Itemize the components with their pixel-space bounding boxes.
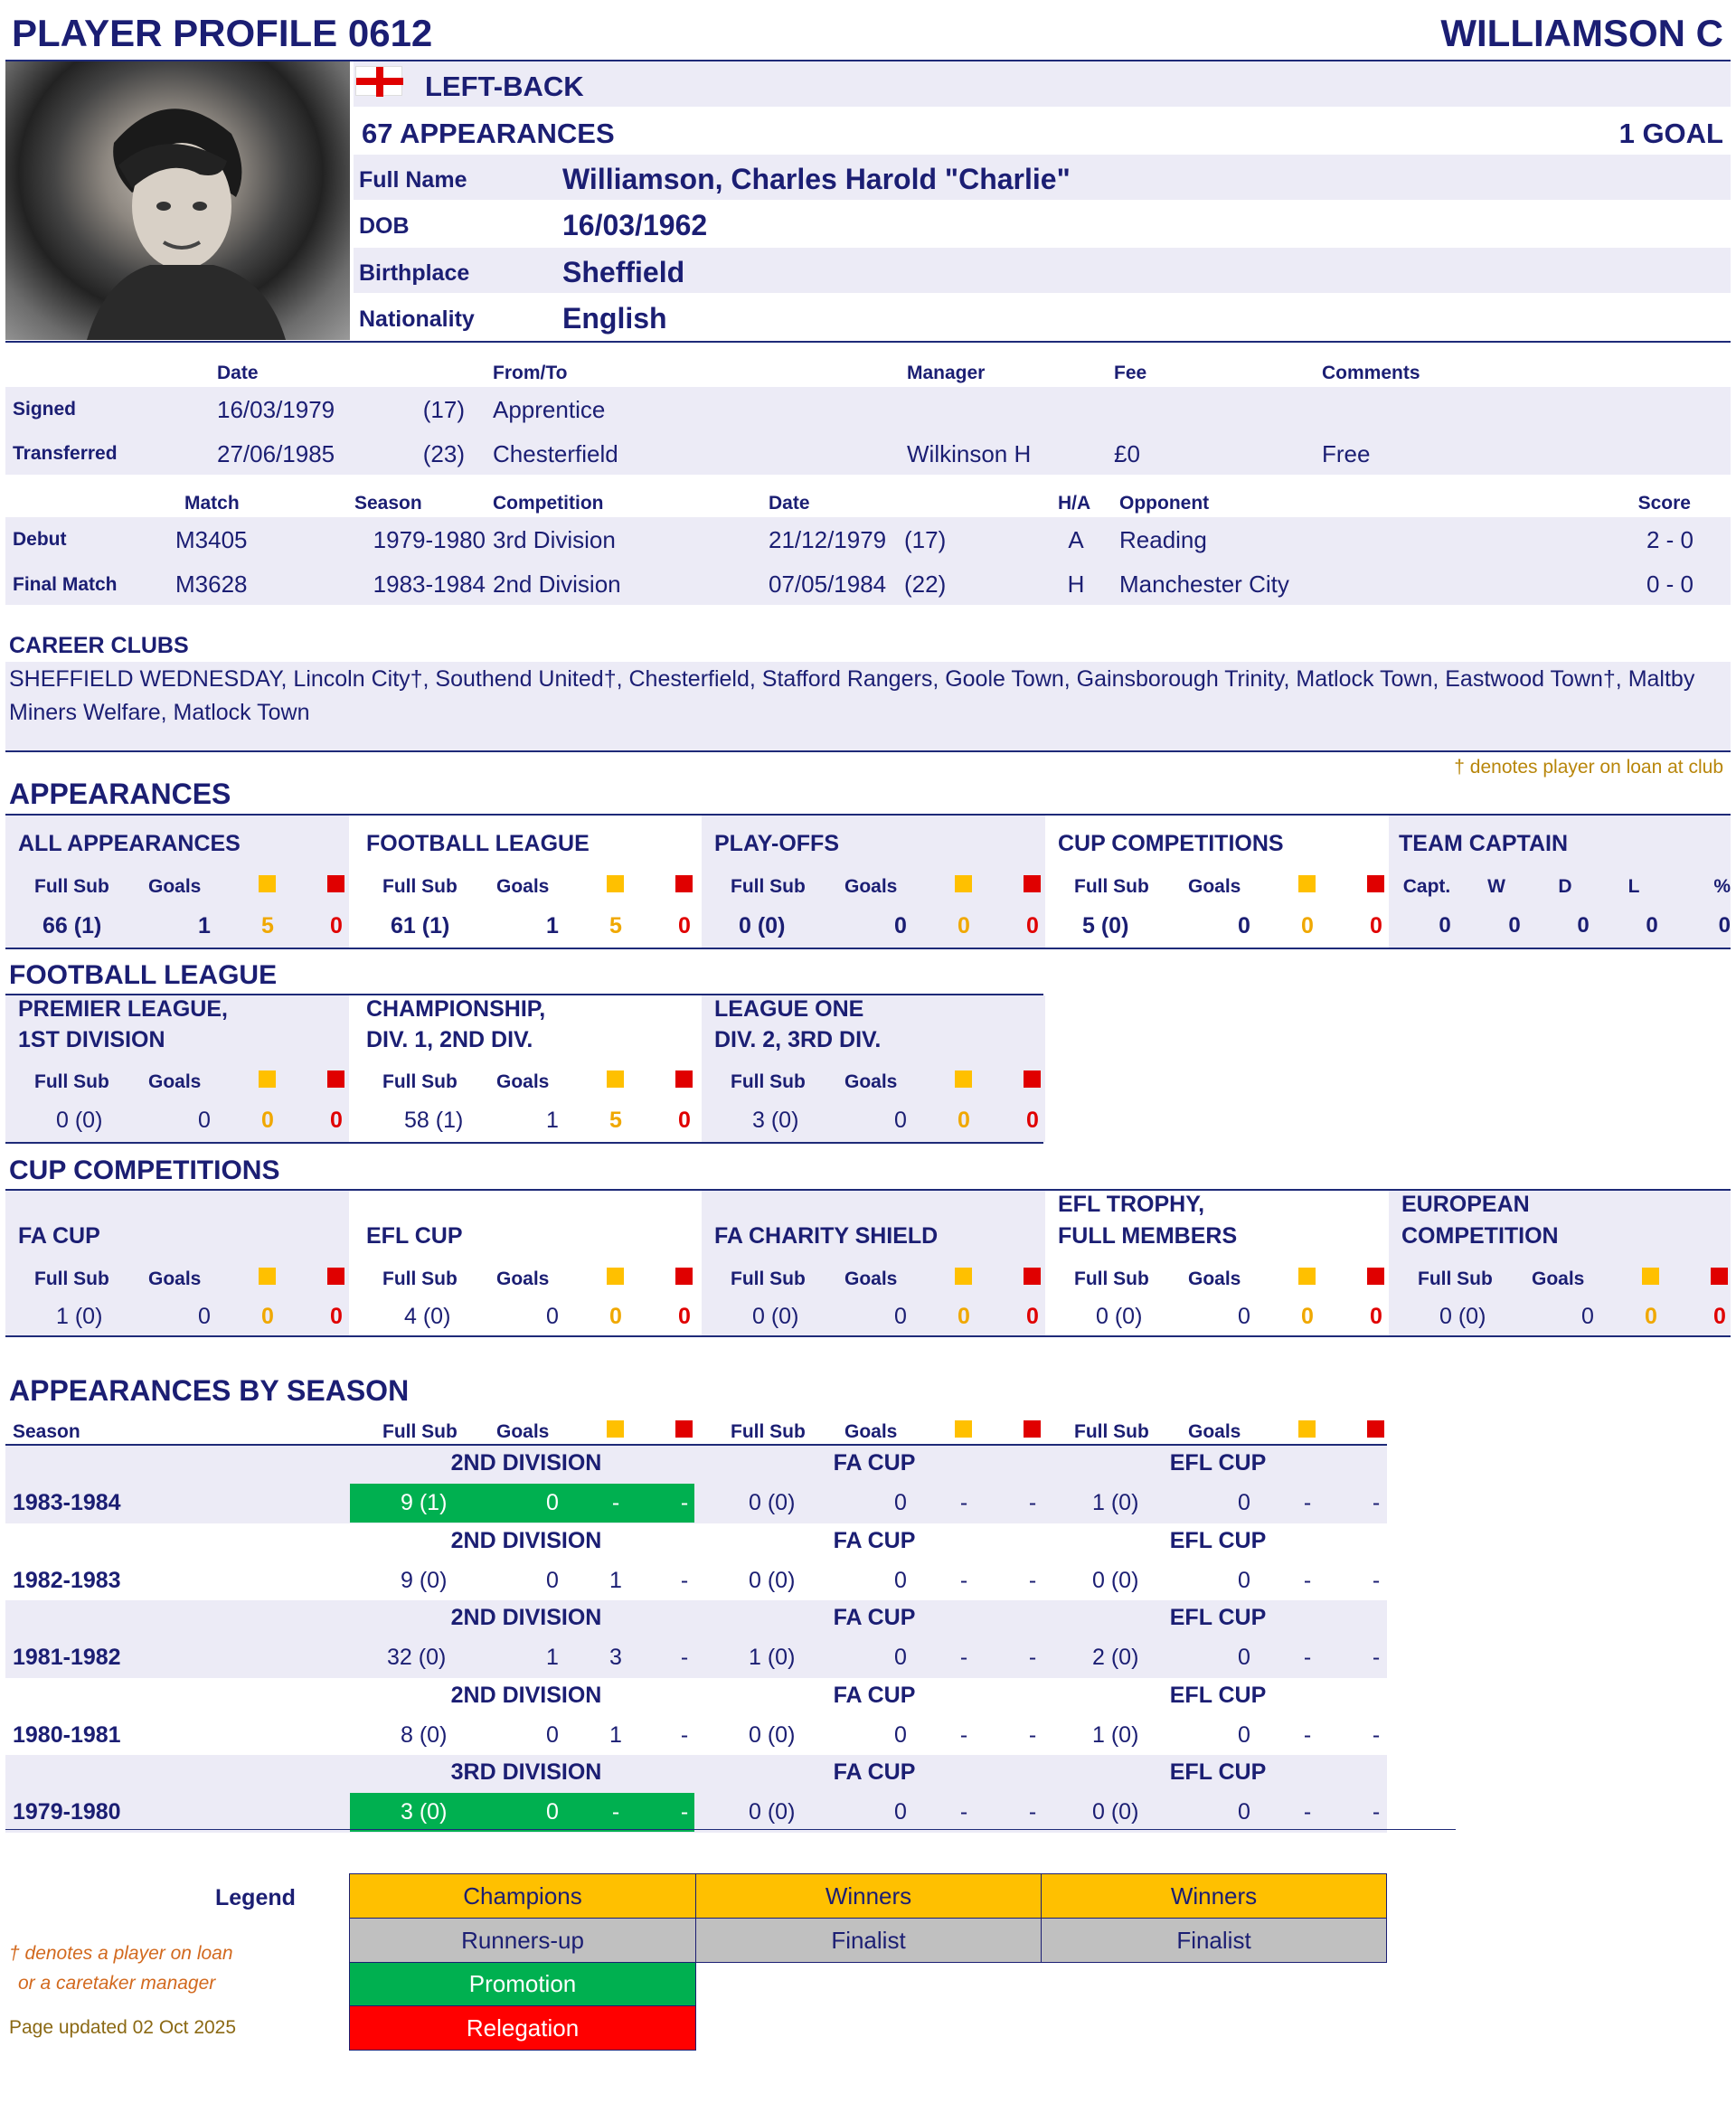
- app-block-1-full-sub-header: Full Sub: [382, 876, 458, 897]
- season-hdr-1-goals: Goals: [844, 1421, 898, 1442]
- season-row-3-cup1-yellow: -: [959, 1721, 968, 1748]
- transferred-club: Chesterfield: [493, 440, 618, 467]
- fl-block-1-red: 0: [678, 1108, 691, 1133]
- debut-match: M3405: [175, 526, 248, 553]
- app-block-2-goals: 0: [894, 913, 907, 938]
- cup-block-2-yellow-card-icon: [955, 1268, 972, 1285]
- cup-block-4-full-sub-header: Full Sub: [1418, 1268, 1493, 1289]
- app-block-0-title: ALL APPEARANCES: [18, 831, 241, 856]
- fl-block-1-goals: 1: [546, 1108, 559, 1133]
- season-row-4-cup2-goals: 0: [1238, 1799, 1250, 1825]
- debut-label: Debut: [13, 529, 67, 550]
- cup-block-4-yellow-card-icon: [1642, 1268, 1659, 1285]
- player-photo: [5, 61, 350, 340]
- season-row-3-league-apps: 8 (0): [401, 1721, 448, 1748]
- app-block-0-yellow: 5: [261, 913, 274, 938]
- season-row-2-cup1-apps: 1 (0): [749, 1645, 796, 1670]
- app-block-2-full-sub-header: Full Sub: [731, 876, 806, 897]
- app-block-3-apps: 5 (0): [1082, 913, 1129, 938]
- appearances-title: APPEARANCES: [9, 778, 231, 810]
- season-row-2-cup2-name: EFL CUP: [1169, 1605, 1267, 1630]
- col-ha: H/A: [1058, 493, 1091, 514]
- cup-block-4-title-1: EUROPEAN: [1401, 1192, 1530, 1217]
- season-row-0-cup1-red: -: [1028, 1490, 1037, 1515]
- captain-value-l: 0: [1646, 913, 1658, 938]
- cup-block-0-goals: 0: [198, 1304, 211, 1329]
- app-block-3-yellow: 0: [1301, 913, 1314, 938]
- season-row-0-league-goals: 0: [546, 1490, 559, 1515]
- season-row-3-cup1-red: -: [1028, 1721, 1037, 1748]
- captain-header-pct: %: [1713, 876, 1731, 897]
- cup-block-2-red: 0: [1026, 1304, 1039, 1329]
- nationality-value: English: [562, 302, 667, 335]
- col-score: Score: [1637, 493, 1691, 514]
- cup-block-3-red: 0: [1370, 1304, 1382, 1329]
- season-row-0-cup2-yellow: -: [1303, 1490, 1312, 1515]
- app-block-2-apps: 0 (0): [739, 913, 786, 938]
- app-block-2-goals-header: Goals: [844, 876, 898, 897]
- season-row-2-cup1-name: FA CUP: [833, 1605, 916, 1630]
- captain-header-d: D: [1558, 876, 1572, 897]
- captain-header-l: L: [1628, 876, 1640, 897]
- season-row-1-cup2-red: -: [1372, 1567, 1381, 1593]
- col-match: Match: [184, 493, 240, 514]
- fl-block-1-title-1: CHAMPIONSHIP,: [366, 996, 546, 1022]
- fl-block-2-apps: 3 (0): [752, 1108, 799, 1133]
- season-row-3-cup2-yellow: -: [1303, 1721, 1312, 1748]
- season-hdr-2-goals: Goals: [1188, 1421, 1241, 1442]
- season-row-4-cup1-red: -: [1028, 1799, 1037, 1825]
- app-block-3-red: 0: [1370, 913, 1382, 938]
- fl-block-1-red-card-icon: [675, 1070, 693, 1088]
- col-match-date: Date: [769, 493, 810, 514]
- season-row-1-league-goals: 0: [546, 1567, 559, 1593]
- cup-block-1-title-2: EFL CUP: [366, 1223, 463, 1249]
- debut-season: 1979-1980: [373, 526, 486, 553]
- season-row-1-league-red: -: [680, 1567, 689, 1593]
- season-row-0-cup1-yellow: -: [959, 1490, 968, 1515]
- signed-age: (17): [422, 396, 465, 423]
- season-row-1-league-apps: 9 (0): [401, 1567, 448, 1593]
- season-row-3-cup2-goals: 0: [1238, 1721, 1250, 1748]
- fl-block-1-yellow-card-icon: [607, 1070, 624, 1088]
- season-row-3-league-goals: 0: [546, 1721, 559, 1748]
- career-clubs-title: CAREER CLUBS: [9, 633, 189, 658]
- cup-block-4-title-2: COMPETITION: [1401, 1223, 1559, 1249]
- app-block-2-title: PLAY-OFFS: [714, 831, 839, 856]
- debut-date: 21/12/1979: [769, 526, 887, 553]
- season-row-2-cup1-yellow: -: [959, 1645, 968, 1670]
- fl-block-1-yellow: 5: [609, 1108, 622, 1133]
- transferred-manager: Wilkinson H: [907, 440, 1032, 467]
- col-fee: Fee: [1114, 363, 1147, 383]
- season-row-2-cup2-red: -: [1372, 1645, 1381, 1670]
- cup-block-2-yellow: 0: [958, 1304, 970, 1329]
- app-block-3-goals-header: Goals: [1188, 876, 1241, 897]
- debut-ha: A: [1068, 526, 1084, 553]
- fl-block-2-yellow-card-icon: [955, 1070, 972, 1088]
- cup-block-2-title-2: FA CHARITY SHIELD: [714, 1223, 939, 1249]
- cup-block-0-red: 0: [330, 1304, 343, 1329]
- season-row-0-cup1-apps: 0 (0): [749, 1490, 796, 1515]
- cup-block-1-full-sub-header: Full Sub: [382, 1268, 458, 1289]
- fl-block-2-red: 0: [1026, 1108, 1039, 1133]
- football-league-title: FOOTBALL LEAGUE: [9, 960, 278, 990]
- app-block-2-yellow: 0: [958, 913, 970, 938]
- fl-block-1-apps: 58 (1): [404, 1108, 464, 1133]
- dob-label: DOB: [359, 213, 410, 239]
- season-row-0-cup2-name: EFL CUP: [1169, 1450, 1267, 1476]
- full-name-value: Williamson, Charles Harold "Charlie": [562, 163, 1071, 195]
- season-row-3-cup1-goals: 0: [894, 1721, 907, 1748]
- fl-block-1-goals-header: Goals: [496, 1071, 550, 1092]
- season-row-1-cup1-name: FA CUP: [833, 1527, 916, 1553]
- cup-block-3-yellow-card-icon: [1298, 1268, 1316, 1285]
- season-row-3-season: 1980-1981: [13, 1721, 121, 1748]
- fl-block-1-full-sub-header: Full Sub: [382, 1071, 458, 1092]
- fl-block-2-yellow: 0: [958, 1108, 970, 1133]
- season-hdr-0-full-sub: Full Sub: [382, 1421, 458, 1442]
- fl-block-2-title-2: DIV. 2, 3RD DIV.: [714, 1027, 882, 1052]
- season-row-4-league-name: 3RD DIVISION: [450, 1759, 602, 1785]
- fl-block-2-full-sub-header: Full Sub: [731, 1071, 806, 1092]
- season-row-2-league-name: 2ND DIVISION: [450, 1605, 602, 1630]
- cup-block-2-goals: 0: [894, 1304, 907, 1329]
- season-row-1-cup2-name: EFL CUP: [1169, 1527, 1267, 1553]
- career-clubs-line2: Miners Welfare, Matlock Town: [9, 700, 310, 725]
- app-block-0-goals: 1: [198, 913, 211, 938]
- cup-block-1-yellow-card-icon: [607, 1268, 624, 1285]
- transferred-comments: Free: [1322, 440, 1371, 467]
- season-hdr-2-full-sub: Full Sub: [1074, 1421, 1149, 1442]
- cup-block-4-goals-header: Goals: [1532, 1268, 1585, 1289]
- debut-age: (17): [904, 526, 947, 553]
- season-row-4-league-apps: 3 (0): [401, 1799, 448, 1825]
- app-block-0-red: 0: [330, 913, 343, 938]
- season-row-4-cup2-name: EFL CUP: [1169, 1759, 1267, 1785]
- season-row-1-season: 1982-1983: [13, 1567, 121, 1593]
- season-row-4-league-red: -: [680, 1799, 689, 1825]
- app-block-3-full-sub-header: Full Sub: [1074, 876, 1149, 897]
- cup-block-0-title-2: FA CUP: [18, 1223, 100, 1249]
- season-hdr-0-red-card-icon: [675, 1420, 693, 1438]
- cup-block-3-title-1: EFL TROPHY,: [1058, 1192, 1205, 1217]
- season-row-0-league-apps: 9 (1): [401, 1490, 448, 1515]
- season-row-2-league-yellow: 3: [609, 1645, 622, 1670]
- cup-block-3-title-2: FULL MEMBERS: [1058, 1223, 1238, 1249]
- season-row-1-cup1-yellow: -: [959, 1567, 968, 1593]
- season-row-4-league-yellow: -: [611, 1799, 620, 1825]
- app-block-2-red-card-icon: [1024, 875, 1041, 892]
- app-block-3-goals: 0: [1238, 913, 1250, 938]
- app-block-1-yellow: 5: [609, 913, 622, 938]
- fl-block-0-goals-header: Goals: [148, 1071, 202, 1092]
- season-hdr-0-goals: Goals: [496, 1421, 550, 1442]
- cup-block-4-yellow: 0: [1645, 1304, 1657, 1329]
- season-row-3-league-yellow: 1: [609, 1721, 622, 1748]
- season-row-2-league-red: -: [680, 1645, 689, 1670]
- fl-block-0-red-card-icon: [327, 1070, 344, 1088]
- season-row-2-league-goals: 1: [546, 1645, 559, 1670]
- cup-block-0-yellow-card-icon: [259, 1268, 276, 1285]
- final-match-season: 1983-1984: [373, 571, 486, 598]
- app-block-1-goals-header: Goals: [496, 876, 550, 897]
- season-row-4-cup2-yellow: -: [1303, 1799, 1312, 1825]
- cup-block-3-goals-header: Goals: [1188, 1268, 1241, 1289]
- final-match-id: M3628: [175, 571, 248, 598]
- portrait-illustration: [5, 61, 350, 340]
- season-row-4-cup1-name: FA CUP: [833, 1759, 916, 1785]
- season-row-3-cup2-name: EFL CUP: [1169, 1682, 1267, 1708]
- cup-block-1-goals-header: Goals: [496, 1268, 550, 1289]
- season-col-label: Season: [13, 1421, 80, 1442]
- cup-block-1-red-card-icon: [675, 1268, 693, 1285]
- app-block-0-red-card-icon: [327, 875, 344, 892]
- captain-header-w: W: [1487, 876, 1505, 897]
- cup-block-4-goals: 0: [1581, 1304, 1594, 1329]
- fl-block-0-red: 0: [330, 1108, 343, 1133]
- season-row-0-cup2-red: -: [1372, 1490, 1381, 1515]
- season-row-2-cup1-red: -: [1028, 1645, 1037, 1670]
- debut-competition: 3rd Division: [493, 526, 616, 553]
- captain-value-pct: 0: [1718, 913, 1731, 938]
- transferred-label: Transferred: [13, 443, 118, 464]
- cup-block-0-goals-header: Goals: [148, 1268, 202, 1289]
- fl-block-0-title-1: PREMIER LEAGUE,: [18, 996, 228, 1022]
- col-comments: Comments: [1322, 363, 1420, 383]
- season-row-4-cup2-apps: 0 (0): [1092, 1799, 1139, 1825]
- player-name-heading: WILLIAMSON C: [1440, 12, 1723, 54]
- cup-block-2-apps: 0 (0): [752, 1304, 799, 1329]
- legend-note-1: † denotes a player on loan: [9, 1943, 233, 1964]
- cup-block-3-full-sub-header: Full Sub: [1074, 1268, 1149, 1289]
- season-hdr-2-red-card-icon: [1367, 1420, 1384, 1438]
- season-row-4-cup1-goals: 0: [894, 1799, 907, 1825]
- cup-block-2-full-sub-header: Full Sub: [731, 1268, 806, 1289]
- fl-block-1-title-2: DIV. 1, 2ND DIV.: [366, 1027, 533, 1052]
- birthplace-value: Sheffield: [562, 256, 685, 288]
- final-match-age: (22): [904, 571, 947, 598]
- col-competition: Competition: [493, 493, 604, 514]
- app-block-1-red-card-icon: [675, 875, 693, 892]
- cup-block-1-apps: 4 (0): [404, 1304, 451, 1329]
- season-hdr-1-red-card-icon: [1024, 1420, 1041, 1438]
- season-row-0-league-yellow: -: [611, 1490, 620, 1515]
- cup-block-4-red: 0: [1713, 1304, 1726, 1329]
- career-clubs-line1: SHEFFIELD WEDNESDAY, Lincoln City†, Southend United†, Chesterfield, Stafford Rangers, Goole Town, Gainsborough Trinity, Matlock Town, Eastwood Town†, Maltby: [9, 666, 1695, 692]
- final-match-opponent: Manchester City: [1119, 571, 1289, 598]
- cup-block-3-goals: 0: [1238, 1304, 1250, 1329]
- legend-finalist-2: Finalist: [1041, 1918, 1387, 1963]
- loan-note: † denotes player on loan at club: [1454, 757, 1723, 778]
- legend-runners-up: Runners-up: [349, 1918, 696, 1963]
- col-date: Date: [217, 363, 259, 383]
- season-row-2-cup2-goals: 0: [1238, 1645, 1250, 1670]
- final-match-competition: 2nd Division: [493, 571, 621, 598]
- app-block-3-yellow-card-icon: [1298, 875, 1316, 892]
- signed-date: 16/03/1979: [217, 396, 335, 423]
- season-row-3-league-red: -: [680, 1721, 689, 1748]
- by-season-title: APPEARANCES BY SEASON: [9, 1374, 410, 1407]
- season-row-4-league-goals: 0: [546, 1799, 559, 1825]
- legend-promotion: Promotion: [349, 1962, 696, 2006]
- page-updated: Page updated 02 Oct 2025: [9, 2017, 237, 2038]
- nationality-label: Nationality: [359, 306, 475, 332]
- app-block-2-yellow-card-icon: [955, 875, 972, 892]
- app-block-3-red-card-icon: [1367, 875, 1384, 892]
- fl-block-0-yellow: 0: [261, 1108, 274, 1133]
- cup-block-4-apps: 0 (0): [1439, 1304, 1486, 1329]
- app-block-1-title: FOOTBALL LEAGUE: [366, 831, 590, 856]
- birthplace-label: Birthplace: [359, 260, 470, 286]
- final-match-ha: H: [1067, 571, 1085, 598]
- signed-label: Signed: [13, 399, 77, 420]
- cup-block-0-full-sub-header: Full Sub: [34, 1268, 109, 1289]
- season-row-3-cup1-apps: 0 (0): [749, 1721, 796, 1748]
- transferred-date: 27/06/1985: [217, 440, 335, 467]
- cup-competitions-title: CUP COMPETITIONS: [9, 1155, 280, 1185]
- fl-block-0-apps: 0 (0): [56, 1108, 103, 1133]
- season-row-2-league-apps: 32 (0): [387, 1645, 447, 1670]
- legend-champions: Champions: [349, 1873, 696, 1919]
- col-opponent: Opponent: [1119, 493, 1210, 514]
- fl-block-0-title-2: 1ST DIVISION: [18, 1027, 165, 1052]
- signed-club: Apprentice: [493, 396, 606, 423]
- fl-block-0-yellow-card-icon: [259, 1070, 276, 1088]
- final-match-label: Final Match: [13, 574, 118, 595]
- season-row-3-league-name: 2ND DIVISION: [450, 1682, 602, 1708]
- season-row-1-cup1-red: -: [1028, 1567, 1037, 1593]
- position-label: LEFT-BACK: [425, 71, 584, 102]
- legend-title: Legend: [215, 1885, 296, 1910]
- season-row-0-league-name: 2ND DIVISION: [450, 1450, 602, 1476]
- season-row-0-cup1-goals: 0: [894, 1490, 907, 1515]
- season-row-3-cup2-apps: 1 (0): [1092, 1721, 1139, 1748]
- season-hdr-1-full-sub: Full Sub: [731, 1421, 806, 1442]
- fl-block-2-red-card-icon: [1024, 1070, 1041, 1088]
- app-block-1-goals: 1: [546, 913, 559, 938]
- season-row-2-cup1-goals: 0: [894, 1645, 907, 1670]
- captain-value-w: 0: [1508, 913, 1521, 938]
- season-row-2-cup2-apps: 2 (0): [1092, 1645, 1139, 1670]
- app-block-0-apps: 66 (1): [42, 913, 102, 938]
- app-block-3-title: CUP COMPETITIONS: [1058, 831, 1284, 856]
- cup-block-2-goals-header: Goals: [844, 1268, 898, 1289]
- season-row-1-league-yellow: 1: [609, 1567, 622, 1593]
- app-block-0-full-sub-header: Full Sub: [34, 876, 109, 897]
- appearances-total: 67 APPEARANCES: [362, 118, 615, 149]
- season-row-0-cup1-name: FA CUP: [833, 1450, 916, 1476]
- season-row-2-cup2-yellow: -: [1303, 1645, 1312, 1670]
- season-row-4-season: 1979-1980: [13, 1799, 121, 1825]
- team-captain-title: TEAM CAPTAIN: [1399, 831, 1569, 856]
- app-block-0-yellow-card-icon: [259, 875, 276, 892]
- fl-block-2-goals-header: Goals: [844, 1071, 898, 1092]
- dob-value: 16/03/1962: [562, 209, 708, 241]
- cup-block-4-red-card-icon: [1711, 1268, 1728, 1285]
- season-row-1-league-name: 2ND DIVISION: [450, 1527, 602, 1553]
- season-hdr-1-yellow-card-icon: [955, 1420, 972, 1438]
- cup-block-1-goals: 0: [546, 1304, 559, 1329]
- cup-block-2-red-card-icon: [1024, 1268, 1041, 1285]
- app-block-1-red: 0: [678, 913, 691, 938]
- cup-block-3-yellow: 0: [1301, 1304, 1314, 1329]
- season-row-4-cup1-apps: 0 (0): [749, 1799, 796, 1825]
- fl-block-2-title-1: LEAGUE ONE: [714, 996, 864, 1022]
- debut-score: 2 - 0: [1646, 526, 1694, 553]
- app-block-1-yellow-card-icon: [607, 875, 624, 892]
- legend-winners-1: Winners: [695, 1873, 1042, 1919]
- transferred-fee: £0: [1114, 440, 1140, 467]
- season-row-1-cup1-apps: 0 (0): [749, 1567, 796, 1593]
- fl-block-0-full-sub-header: Full Sub: [34, 1071, 109, 1092]
- season-row-1-cup2-yellow: -: [1303, 1567, 1312, 1593]
- full-name-label: Full Name: [359, 167, 467, 193]
- legend-winners-2: Winners: [1041, 1873, 1387, 1919]
- app-block-0-goals-header: Goals: [148, 876, 202, 897]
- col-season: Season: [354, 493, 422, 514]
- fl-block-2-goals: 0: [894, 1108, 907, 1133]
- season-row-4-cup1-yellow: -: [959, 1799, 968, 1825]
- app-block-1-apps: 61 (1): [391, 913, 450, 938]
- cup-block-1-red: 0: [678, 1304, 691, 1329]
- season-row-0-season: 1983-1984: [13, 1490, 121, 1515]
- season-row-0-cup2-apps: 1 (0): [1092, 1490, 1139, 1515]
- cup-block-0-red-card-icon: [327, 1268, 344, 1285]
- captain-value-d: 0: [1577, 913, 1590, 938]
- season-row-3-cup2-red: -: [1372, 1721, 1381, 1748]
- cup-block-3-red-card-icon: [1367, 1268, 1384, 1285]
- season-row-1-cup2-goals: 0: [1238, 1567, 1250, 1593]
- season-hdr-0-yellow-card-icon: [607, 1420, 624, 1438]
- transferred-age: (23): [422, 440, 465, 467]
- season-hdr-2-yellow-card-icon: [1298, 1420, 1316, 1438]
- season-row-0-league-red: -: [680, 1490, 689, 1515]
- cup-block-0-yellow: 0: [261, 1304, 274, 1329]
- season-row-0-cup2-goals: 0: [1238, 1490, 1250, 1515]
- legend-relegation: Relegation: [349, 2005, 696, 2051]
- legend-note-2: or a caretaker manager: [18, 1973, 216, 1994]
- final-match-date: 07/05/1984: [769, 571, 887, 598]
- col-from-to: From/To: [493, 363, 568, 383]
- goals-total: 1 GOAL: [1618, 118, 1723, 149]
- captain-value-capt: 0: [1439, 913, 1451, 938]
- season-row-4-cup2-red: -: [1372, 1799, 1381, 1825]
- app-block-2-red: 0: [1026, 913, 1039, 938]
- legend-finalist-1: Finalist: [695, 1918, 1042, 1963]
- cup-block-1-yellow: 0: [609, 1304, 622, 1329]
- final-match-score: 0 - 0: [1646, 571, 1694, 598]
- captain-header-capt: Capt.: [1402, 876, 1451, 897]
- england-flag-icon: [355, 66, 402, 96]
- page-title: PLAYER PROFILE 0612: [12, 12, 433, 54]
- season-row-2-season: 1981-1982: [13, 1645, 121, 1670]
- cup-block-0-apps: 1 (0): [56, 1304, 103, 1329]
- debut-opponent: Reading: [1119, 526, 1207, 553]
- season-row-1-cup1-goals: 0: [894, 1567, 907, 1593]
- fl-block-0-goals: 0: [198, 1108, 211, 1133]
- season-row-1-cup2-apps: 0 (0): [1092, 1567, 1139, 1593]
- cup-block-3-apps: 0 (0): [1096, 1304, 1143, 1329]
- season-row-3-cup1-name: FA CUP: [833, 1682, 916, 1708]
- col-manager: Manager: [907, 363, 986, 383]
